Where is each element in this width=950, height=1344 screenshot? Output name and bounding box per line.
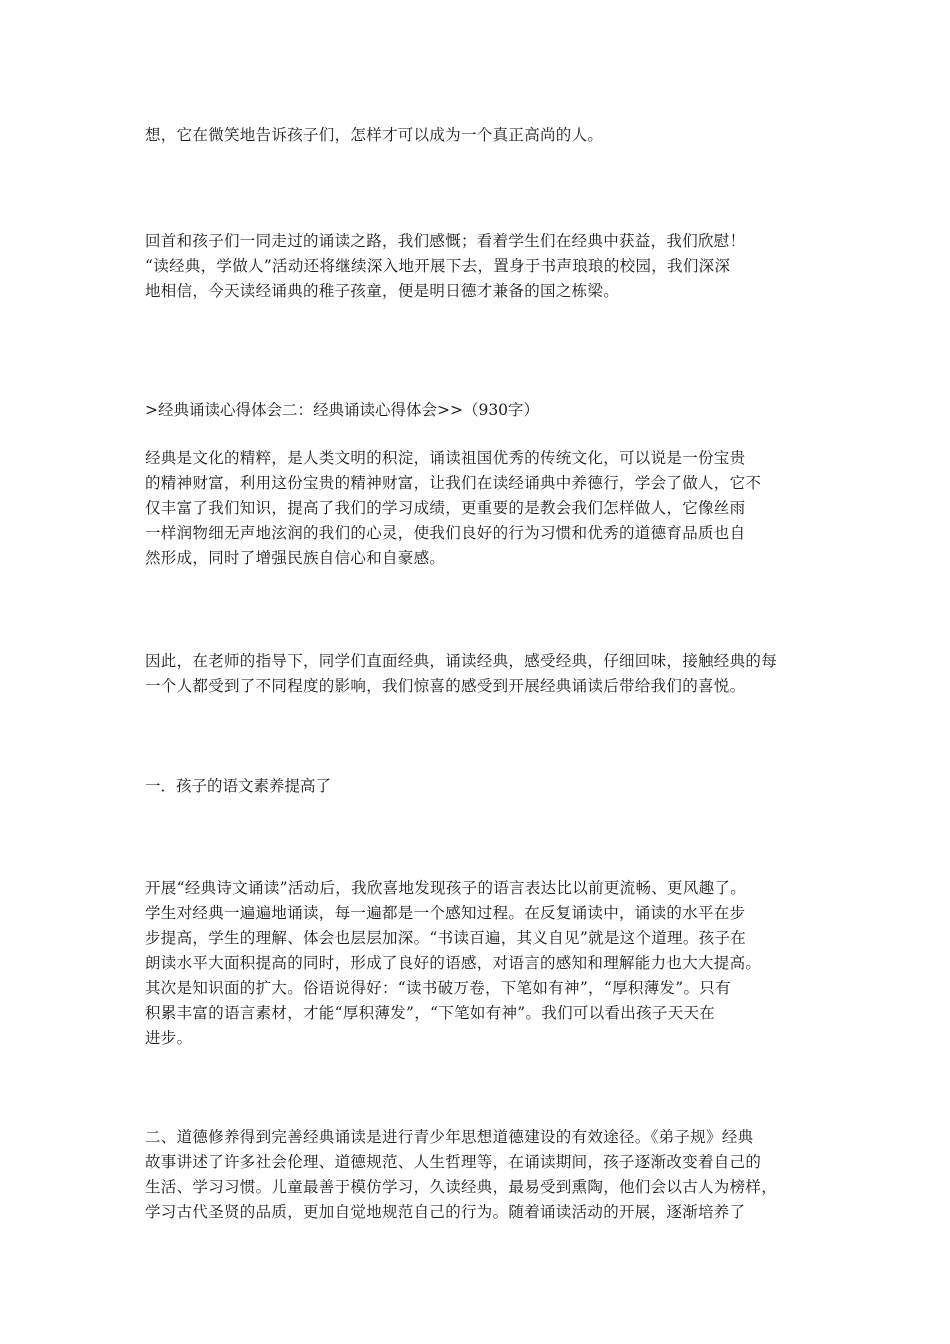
text-line: 朗读水平大面积提高的同时，形成了良好的语感，对语言的感知和理解能力也大大提高。 [145,954,762,972]
paragraph-classics-essence [145,446,810,571]
text-line: 其次是知识面的扩大。俗语说得好：“读书破万卷，下笔如有神”，“厚积薄发”。只有 [145,979,731,997]
text-line: 一个人都受到了不同程度的影响，我们惊喜的感受到开展经典诵读后带给我们的喜悦。 [145,677,746,695]
text-line: 地相信，今天读经诵典的稚子孩童，便是明日德才兼备的国之栋梁。 [145,282,620,300]
paragraph-closing-thought [145,123,810,148]
section-heading-language-literacy: 一．孩子的语文素养提高了 [145,777,332,795]
text-line: 然形成，同时了增强民族自信心和自豪感。 [145,549,446,567]
text-line: 二、道德修养得到完善经典诵读是进行青少年思想道德建设的有效途径。《弟子规》经典 [145,1128,754,1146]
text-line: 想，它在微笑地告诉孩子们，怎样才可以成为一个真正高尚的人。 [145,126,604,144]
text-line: “读经典，学做人”活动还将继续深入地开展下去，置身于书声琅琅的校园，我们深深 [145,257,731,275]
text-line: 学习古代圣贤的品质，更加自觉地规范自己的行为。随着诵读活动的开展，逐渐培养了 [145,1203,746,1221]
paragraph-language-improvement [145,876,810,1051]
text-line: 开展“经典诗文诵读”活动后，我欣喜地发现孩子的语言表达比以前更流畅、更风趣了。 [145,879,747,897]
text-line: 进步。 [145,1029,193,1047]
text-line: 因此，在老师的指导下，同学们直面经典，诵读经典，感受经典，仔细回味，接触经典的每 [145,652,778,670]
section-heading-essay-two: >经典诵读心得体会二：经典诵读心得体会>>（930字） [145,401,540,419]
paragraph-teacher-guidance [145,649,810,699]
text-line: 生活、学习习惯。儿童最善于模仿学习，久读经典，最易受到熏陶，他们会以古人为榜样， [145,1178,778,1196]
text-line: 仅丰富了我们知识，提高了我们的学习成绩，更重要的是教会我们怎样做人，它像丝雨 [145,499,746,517]
paragraph-moral-cultivation [145,1125,810,1225]
text-line: 回首和孩子们一同走过的诵读之路，我们感慨；看着学生们在经典中获益，我们欣慰！ [145,232,746,250]
text-line: 积累丰富的语言素材，才能“厚积薄发”，“下笔如有神”。我们可以看出孩子天天在 [145,1004,716,1022]
text-line: 的精神财富，利用这份宝贵的精神财富，让我们在读经诵典中养德行，学会了做人，它不 [145,474,762,492]
text-line: 步提高，学生的理解、体会也层层加深。“书读百遍，其义自见”就是这个道理。孩子在 [145,929,747,947]
paragraph-reflection [145,229,810,304]
text-line: 故事讲述了许多社会伦理、道德规范、人生哲理等，在诵读期间，孩子逐渐改变着自己的 [145,1153,762,1171]
text-line: 经典是文化的精粹，是人类文明的积淀，诵读祖国优秀的传统文化，可以说是一份宝贵 [145,449,746,467]
text-line: 一样润物细无声地泫润的我们的心灵，使我们良好的行为习惯和优秀的道德育品质也自 [145,524,746,542]
text-line: 学生对经典一遍遍地诵读，每一遍都是一个感知过程。在反复诵读中，诵读的水平在步 [145,904,746,922]
